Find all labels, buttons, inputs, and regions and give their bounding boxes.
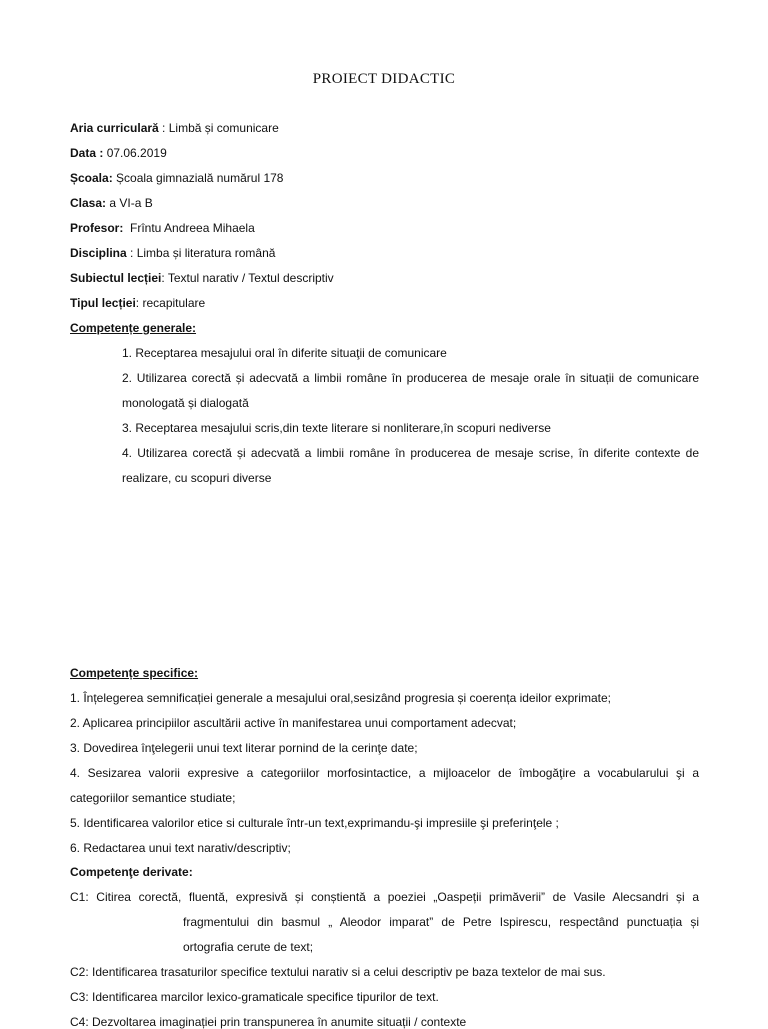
- field-label: Profesor:: [70, 221, 124, 235]
- list-item: 4. Sesizarea valorii expresive a categoriilor morfosintactice, a mijloacelor de îmbogăţire a vocabularului şi a: [70, 766, 699, 780]
- field-clasa: [70, 196, 153, 210]
- field-aria: Aria curriculară : Limbă și comunicare: [70, 121, 279, 135]
- list-item: 1. Receptarea mesajului oral în diferite situaţii de comunicare: [122, 346, 447, 360]
- field-label: Tipul lecției: [70, 296, 136, 310]
- field-data: [70, 146, 167, 160]
- list-item: 2. Utilizarea corectă și adecvată a limbii române în producerea de mesaje orale în situații de comunicare: [122, 371, 699, 385]
- list-item: realizare, cu scopuri diverse: [122, 471, 272, 485]
- field-value: recapitulare: [142, 296, 206, 310]
- field-label: Subiectul lecției: [70, 271, 162, 285]
- field-value: a VI-a B: [109, 196, 153, 210]
- list-item: monologată și dialogată: [122, 396, 249, 410]
- field-label: Școala:: [70, 171, 113, 185]
- field-label: Clasa:: [70, 196, 107, 210]
- field-value: Limba și literatura română: [136, 246, 276, 260]
- list-item: C2: Identificarea trasaturilor specifice textului narativ si a celui descriptiv pe baza textelor de mai sus.: [70, 965, 606, 979]
- field-value: Limbă și comunicare: [168, 121, 279, 135]
- list-item: 5. Identificarea valorilor etice si culturale într-un text,exprimandu-şi impresiile şi preferinţele ;: [70, 816, 559, 830]
- field-profesor: [70, 221, 255, 235]
- field-label: Disciplina: [70, 246, 127, 260]
- field-tipul: Tipul lecției: recapitulare: [70, 296, 206, 310]
- field-value: Școala gimnazială numărul 178: [116, 171, 284, 185]
- list-item: 2. Aplicarea principiilor ascultării active în manifestarea unui comportament adecvat;: [70, 716, 517, 730]
- field-subiect: Subiectul lecției: Textul narativ / Textul descriptiv: [70, 271, 334, 285]
- list-item: 3. Dovedirea înţelegerii unui text literar pornind de la cerinţe date;: [70, 741, 418, 755]
- field-value: Frîntu Andreea Mihaela: [130, 221, 255, 235]
- document-title: PROIECT DIDACTIC: [312, 71, 456, 87]
- field-label: Data :: [70, 146, 104, 160]
- list-item: C3: Identificarea marcilor lexico-gramaticale specifice tipurilor de text.: [70, 990, 439, 1004]
- field-value: Textul narativ / Textul descriptiv: [167, 271, 334, 285]
- field-scoala: [70, 171, 283, 185]
- list-item: 1. Înțelegerea semnificației generale a mesajului oral,sesizând progresia și coerența ideilor exprimate;: [70, 691, 611, 705]
- list-item: fragmentului din basmul „ Aleodor imparat” de Petre Ispirescu, respectând punctuația și: [183, 915, 699, 929]
- field-label: Aria curriculară: [70, 121, 159, 135]
- field-disciplina: Disciplina : Limba și literatura română: [70, 246, 276, 260]
- field-value: 07.06.2019: [106, 146, 167, 160]
- section-heading-derivate: Competenţe derivate:: [70, 865, 193, 879]
- list-item: 3. Receptarea mesajului scris,din texte literare si nonliterare,în scopuri nediverse: [122, 421, 551, 435]
- section-heading-generale: Competențe generale:: [70, 321, 197, 335]
- list-item: categoriilor semantice studiate;: [70, 791, 236, 805]
- list-item: C4: Dezvoltarea imaginației prin transpunerea în anumite situații / contexte: [70, 1015, 467, 1029]
- list-item: ortografia cerute de text;: [183, 940, 314, 954]
- list-item: 4. Utilizarea corectă și adecvată a limbii române în producerea de mesaje scrise, în diferite contexte de: [122, 446, 699, 460]
- section-heading-specifice: Competențe specifice:: [70, 666, 199, 680]
- list-item: 6. Redactarea unui text narativ/descriptiv;: [70, 841, 291, 855]
- list-item: C1: Citirea corectă, fluentă, expresivă și conștientă a poeziei „Oaspeții primăverii” de Vasile Alecsandri și a: [70, 890, 699, 904]
